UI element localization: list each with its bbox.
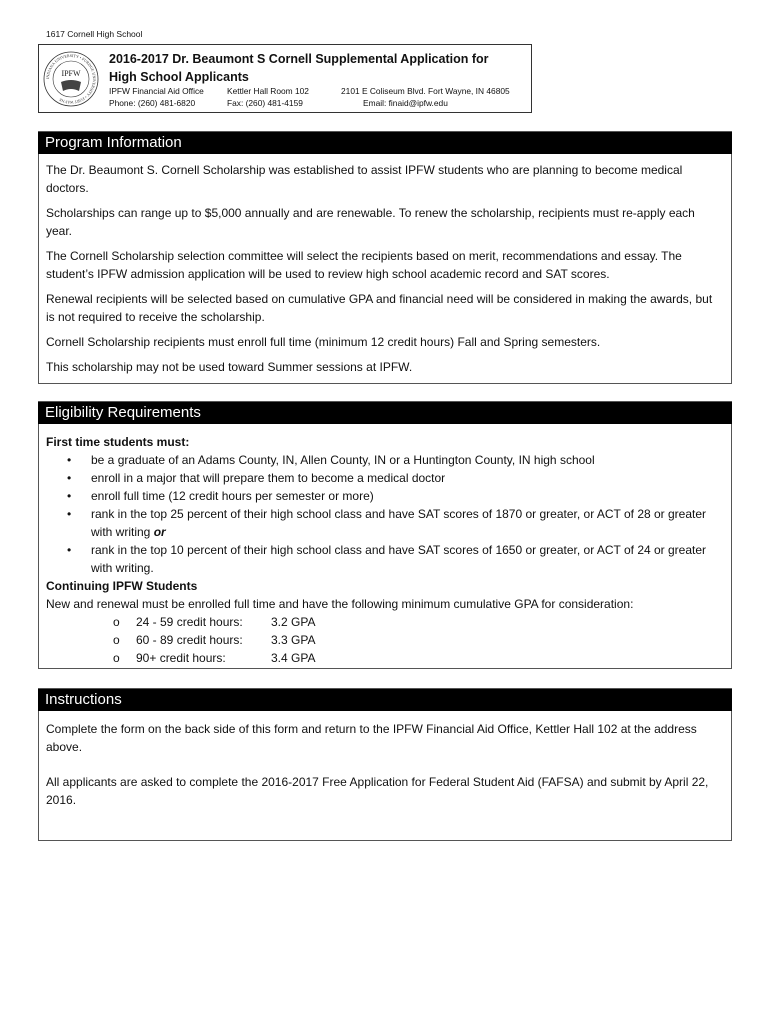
list-item: • enroll full time (12 credit hours per semester or more) — [46, 487, 724, 505]
list-item: • rank in the top 10 percent of their high school class and have SAT scores of 1650 or greater, or ACT of 24 or greater with writing. — [46, 541, 724, 577]
eligibility-body — [39, 424, 731, 667]
paragraph: Cornell Scholarship recipients must enroll full time (minimum 12 credit hours) Fall and Spring semesters. — [46, 335, 601, 349]
paragraph: Renewal recipients will be selected based on cumulative GPA and financial need will be considered in making the awards, but is not required to receive the scholarship. — [46, 292, 713, 324]
paragraph: All applicants are asked to complete the 2016-2017 Free Application for Federal Student Aid (FAFSA) and submit by April 22, 2016. — [46, 775, 709, 807]
section-heading: Instructions — [38, 689, 732, 711]
document-header — [38, 44, 532, 113]
paragraph: This scholarship may not be used toward Summer sessions at IPFW. — [46, 360, 413, 374]
paragraph: The Cornell Scholarship selection committee will select the recipients based on merit, recommendations and essay. The student’s IPFW admission application will be used to review high school academic record and SAT scores. — [46, 249, 682, 281]
room-contact: Kettler Hall Room 102 Fax: (260) 481-4159 — [227, 86, 309, 108]
first-time-label: First time students must: — [46, 435, 190, 449]
form-title: 2016-2017 Dr. Beaumont S Cornell Supplemental Application for High School Applicants — [109, 52, 489, 84]
svg-text:IPFW: IPFW — [61, 69, 81, 78]
instructions-section — [38, 688, 732, 841]
continuing-label: Continuing IPFW Students — [46, 579, 198, 593]
gpa-row: o 60 - 89 credit hours: 3.3 GPA — [113, 633, 316, 647]
eligibility-requirements-section — [38, 401, 732, 669]
paragraph: Complete the form on the back side of this form and return to the IPFW Financial Aid Office, Kettler Hall 102 at the address above. — [46, 722, 697, 754]
list-item: • be a graduate of an Adams County, IN, Allen County, IN or a Huntington County, IN high school — [46, 451, 724, 469]
section-heading: Eligibility Requirements — [38, 402, 732, 424]
gpa-row: o 90+ credit hours: 3.4 GPA — [113, 651, 316, 665]
ipfw-seal-logo — [43, 51, 99, 107]
instructions-body — [39, 711, 731, 809]
paragraph: The Dr. Beaumont S. Cornell Scholarship was established to assist IPFW students who are planning to become medical doctors. — [46, 163, 683, 195]
office-contact: IPFW Financial Aid Office Phone: (260) 481-6820 — [109, 86, 204, 108]
continuing-text: New and renewal must be enrolled full time and have the following minimum cumulative GPA for consideration: — [46, 597, 634, 611]
svg-text:INDIANA UNIVERSITY • PURDUE UN: INDIANA UNIVERSITY • PURDUE UNIVERSITY • FORT WAYNE — [44, 52, 98, 106]
list-item: • rank in the top 25 percent of their high school class and have SAT scores of 1870 or greater, or ACT of 28 or greater with writing or — [46, 505, 724, 541]
program-information-section — [38, 131, 732, 384]
gpa-row: o 24 - 59 credit hours: 3.2 GPA — [113, 615, 316, 629]
eligibility-list — [46, 451, 724, 577]
program-body — [39, 154, 731, 376]
paragraph: Scholarships can range up to $5,000 annually and are renewable. To renew the scholarship, recipients must re-apply each year. — [46, 206, 695, 238]
section-heading: Program Information — [38, 132, 732, 154]
address-contact: 2101 E Coliseum Blvd. Fort Wayne, IN 46805 Email: finaid@ipfw.edu — [341, 86, 510, 108]
list-item: • enroll in a major that will prepare them to become a medical doctor — [46, 469, 724, 487]
page-label: 1617 Cornell High School — [46, 29, 143, 39]
